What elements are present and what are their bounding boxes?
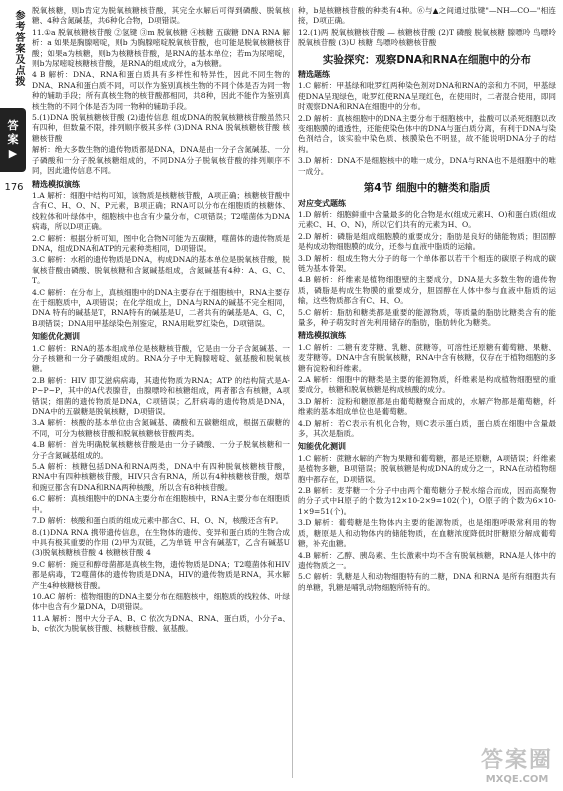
answer-tab-line1: 答	[7, 119, 19, 132]
section-heading: 精选模拟演练	[298, 331, 346, 341]
sidebar	[0, 0, 30, 791]
answer-paragraph: 2.B 解析：麦芽糖一个分子中由两个葡萄糖分子脱水缩合而成，因而高聚物的分子式中H原子的个数为12×10-2×9=102(个)，O原子的个数为6×10-1×9=51(个)。	[298, 486, 556, 516]
right-bottom-block	[298, 199, 556, 594]
answer-paragraph: 1.C 解析：二糖有麦芽糖、乳糖、蔗糖等，可溶性还原糖有葡萄糖、果糖、麦芽糖等。DNA中含有脱氧核糖，RNA中含有核糖，仅存在于植物细胞的多糖有淀粉和纤维素。	[298, 342, 556, 373]
answer-paragraph: 5.C 解析：乳糖是人和动物细胞特有的二糖，DNA 和RNA 是所有细胞共有的单糖，乳糖是哺乳动物细胞所特有的。	[298, 572, 556, 592]
answer-paragraph: 3.C 解析：水稻的遗传物质是DNA，构成DNA的基本单位是脱氧核苷酸，脱氧核苷酸由磷酸、脱氧核糖和含氮碱基组成，含氮碱基有4种：A、G、C、T。	[32, 255, 290, 286]
answer-paragraph: 1.D 解析：细胞鲜重中含量最多的化合物是水(组成元素H、O)和蛋白质(组成元素C、H、O、N)，所以它们共有的元素为H、O。	[298, 209, 556, 230]
answer-paragraph: 3.D 解析：DNA不是细胞核中的唯一成分，DNA与RNA也不是细胞中的唯一成分。	[298, 156, 556, 176]
answer-tab	[0, 108, 26, 172]
answer-paragraph: 3.D 解析：葡萄糖是生物体内主要的能源物质，也是细胞呼吸常利用的物质，糖原是人和动物体内的储能物质，在血糖浓度降低时肝糖原分解成葡萄糖，补充血糖。	[298, 518, 556, 549]
section-heading: 精选模拟演练	[32, 179, 80, 189]
answer-paragraph: 8.(1)DNA RNA 携带遗传信息，在生物体的遗传、变异和蛋白质的生物合成中具有极其重要的作用 (2)甲为双链，乙为单链 甲含有碱基T，乙含有碱基U (3)脱氧核糖核苷酸 4 核糖核苷酸 4	[32, 527, 290, 558]
answer-paragraph: 2.A 解析：细胞中的糖类是主要的能源物质，纤维素是构成植物细胞壁的重要成分，核糖和脱氧核糖是构成核酸的成分。	[298, 375, 556, 395]
answer-paragraph: 3.D 解析：组成生物大分子的每一个单体都以若干个相连的碳原子构成的碳链为基本骨架。	[298, 253, 556, 273]
answer-paragraph: 脱氧核糖，则b肯定为脱氧核糖核苷酸，其完全水解后可得到磷酸、脱氧核糖、4种含氮碱基，共6种化合物，D项错误。	[32, 6, 290, 26]
answer-paragraph: 4.B 解析：首先明确脱氧核糖核苷酸是由一分子磷酸、一分子脱氧核糖和一分子含氮碱基组成的。	[32, 440, 290, 460]
answer-paragraph: 4.D 解析：若C表示有机化合物，则C表示蛋白质，蛋白质在细胞中含量最多，其次是脂质。	[298, 418, 556, 439]
answer-paragraph: 2.D 解析：磷脂是组成细胞膜的重要成分；脂肪是良好的储能物质；胆固醇是构成动物细胞膜的成分，还参与血液中脂质的运输。	[298, 231, 556, 252]
sidebar-title: 参考答案及点拨	[13, 10, 24, 87]
page-number: 176	[4, 182, 24, 193]
section-title-sugars-lipids: 第4节 细胞中的糖类和脂质	[363, 182, 491, 195]
answer-paragraph: 3.D 解析：淀粉和糖原都是由葡萄糖聚合而成的，水解产物都是葡萄糖，纤维素的基本组成单位也是葡萄糖。	[298, 396, 556, 417]
left-column	[32, 6, 290, 636]
answer-paragraph: 4.B 解析：纤维素是植物细胞壁的主要成分，DNA是大多数生物的遗传物质，磷脂是构成生物膜的重要成分，胆固醇在人体中参与血液中脂质的运输，这些物质都含有C、H、O。	[298, 275, 556, 306]
right-column	[298, 6, 556, 594]
answer-paragraph: 12.(1)两 脱氧核糖核苷酸 — 核糖核苷酸 (2)T 磷酸 脱氧核糖 腺嘌呤 鸟嘌呤脱氧核苷酸 (3)U 核糖 鸟嘌呤核糖核苷酸	[298, 27, 556, 48]
section-title-dna-rna: 实验探究：观察DNA和RNA在细胞中的分布	[322, 53, 532, 66]
answer-paragraph: 6.C 解析：真核细胞中的DNA主要分布在细胞核中，RNA主要分布在细胞质中。	[32, 494, 290, 514]
answer-paragraph: 4 B 解析：DNA、RNA和蛋白质具有多样性和特异性，因此不同生物的DNA、RNA和蛋白质不同，可以作为鉴别真核生物的不同个体是否为同一物种的辅助手段；所有真核生物的核苷酸都相同，共8种，因此不能作为鉴别真核生物的不同个体是否为同一物种的辅助手段。	[32, 70, 290, 111]
section-heading: 精选题练	[298, 70, 330, 80]
answer-paragraph: 4.C 解析：在分布上，真核细胞中的DNA主要存在于细胞核中，RNA主要存在于细胞质中，A项错误；在化学组成上，DNA与RNA的碱基不完全相同，DNA 特有的碱基是T，RNA特有的碱基是U，二者共有的碱基是A、G、C，B项错误；DNA用甲基绿染色剂鉴定，RNA用吡罗红染色，D项错误。	[32, 287, 290, 328]
answer-paragraph: 解析：绝大多数生物的遗传物质都是DNA，DNA是由一分子含氮碱基、一分子磷酸和一分子脱氧核糖组成的，不同DNA分子脱氧核苷酸的排列顺序不同，因此遗传信息不同。	[32, 145, 290, 176]
answer-paragraph: 9.C 解析：豌豆和醇母菌都是真核生物，遗传物质是DNA；T2噬菌体和HIV都是病毒，T2噬菌体的遗传物质是DNA，HIV的遗传物质是RNA，其水解产生4种核糖核苷酸。	[32, 559, 290, 590]
section-heading: 知能优化测训	[32, 332, 80, 342]
section-heading: 对应变式题练	[298, 198, 346, 208]
answer-paragraph: 11.①a 脱氧核糖核苷酸 ②氢键 ③m 脱氧核糖 ④核糖 五碳糖 DNA RNA 解析：a 如果是胸腺嘧啶，则b 为胸腺嘧啶脱氧核苷酸，也可能是脱氧核糖核苷酸；如果a为核糖，则b为核糖核苷酸，是RNA的基本单位；若m为尿嘧啶，则b为尿嘧啶核糖核苷酸，是RNA的组成成分，a为核糖。	[32, 27, 290, 69]
right-top-block	[298, 6, 556, 49]
answer-paragraph: 5.(1)DNA 脱氧核糖核苷酸 (2)遗传信息 组成DNA的脱氧核糖核苷酸虽然只有四种，但数量不限，排列顺序极其多样 (3)DNA RNA 脱氧核糖核苷酸 核糖核苷酸	[32, 113, 290, 143]
watermark-url: MXQE.COM	[485, 774, 549, 785]
answer-paragraph: 2.C 解析：根据分析可知，图中化合物N可能为五碳糖，噬菌体的遗传物质是DNA，组成DNA和ATP的元素种类相同，D项错误。	[32, 233, 290, 253]
answer-paragraph: 1.C 解析：甲基绿和吡罗红两种染色剂对DNA和RNA的亲和力不同，甲基绿使DNA呈现绿色，吡罗红使RNA呈现红色，在使用时，二者混合使用，即同时观察DNA和RNA在细胞中的分布。	[298, 81, 556, 112]
answer-paragraph: 5.C 解析：脂肪和糖类都是重要的能源物质，等质量的脂肪比糖类含有的能量多，种子萌发时首先利用储存的脂肪，脂肪转化为糖类。	[298, 307, 556, 327]
answer-paragraph: 种，b是核糖核苷酸的种类有4种。⑥与▲之间通过肽键"—NH—CO—"相连接，D项正确。	[298, 6, 556, 26]
watermark	[477, 743, 557, 785]
answer-paragraph: 2.D 解析：真核细胞中的DNA主要分布于细胞核中，盐酸可以杀死细胞以改变细胞膜的通透性，还能使染色体中的DNA与蛋白质分离，有利于DNA与染色剂结合，该实验中染色质、核膜染色不明显，故不能说明DNA分子的结构。	[298, 113, 556, 154]
answer-paragraph: 11.A 解析：图中大分子A、B、C 依次为DNA、RNA、蛋白质，小分子a、b、c依次为脱氧核苷酸、核糖核苷酸、氨基酸。	[32, 613, 290, 634]
answer-paragraph: 1.C 解析：蔗糖水解的产物为果糖和葡萄糖，都是还原糖，A项错误；纤维素是植物多糖，B项错误；脱氧核糖是构成DNA的成分之一，RNA在动植物细胞中都存在，D项错误。	[298, 453, 556, 484]
answer-tab-line2: 案	[7, 133, 19, 146]
answer-paragraph: 1.C 解析：RNA的基本组成单位是核糖核苷酸，它是由一分子含氮碱基、一分子核糖和一分子磷酸组成的。RNA分子中无胸腺嘧啶、氨基酸和脱氧核糖。	[32, 343, 290, 374]
answer-paragraph: 4.B 解析：乙醇、胰岛素、生长激素中均不含有脱氧核糖，RNA是人体中的遗传物质之一。	[298, 550, 556, 570]
watermark-logo: 答案圈	[480, 748, 553, 773]
arrow-icon: ▶	[8, 147, 18, 160]
answer-paragraph: 1.A 解析：细胞中结构可知，该物质是核糖核苷酸，A项正确；核糖核苷酸中含有C、H、O、N、P元素，B项正确；RNA可以分布在细胞质的核糖体、线粒体和叶绿体中，细胞核中也含有少量分布，C项错误；T2噬菌体为DNA病毒，所以D项正确。	[32, 190, 290, 232]
column-divider	[292, 8, 293, 778]
answer-paragraph: 10.AC 解析：植物细胞的DNA主要分布在细胞核中，细胞质的线粒体、叶绿体中也含有少量DNA，D项错误。	[32, 591, 290, 612]
answer-paragraph: 5.A 解析：核糖包括DNA和RNA两类，DNA中有四种脱氧核糖核苷酸，RNA中有四种核糖核苷酸，HIV只含有RNA，所以有4种核糖核苷酸，烟草和豌豆都含有DNA和RNA两种核酸，所以含有8种核苷酸。	[32, 462, 290, 492]
answer-paragraph: 3.A 解析：核酸的基本单位由含氮碱基、磷酸和五碳糖组成，根据五碳糖的不同，可分为核糖核苷酸和脱氧核糖核苷酸两类。	[32, 418, 290, 438]
answer-paragraph: 2.B 解析：HIV 即艾滋病病毒，其遗传物质为RNA；ATP 的结构简式是A-P~P~P，其中的A代表腺苷，由腺嘌呤和核糖组成，两者都含有核糖，A项错误；细菌的遗传物质是DNA，C项错误；乙肝病毒的遗传物质是DNA，DNA中的五碳糖是脱氧核糖，D项错误。	[32, 375, 290, 417]
answer-paragraph: 7.D 解析：核酸和蛋白质的组成元素中都含C、H、O、N，核酸还含有P。	[32, 516, 284, 526]
section-heading: 知能优化测训	[298, 442, 346, 452]
right-mid-block	[298, 70, 556, 177]
